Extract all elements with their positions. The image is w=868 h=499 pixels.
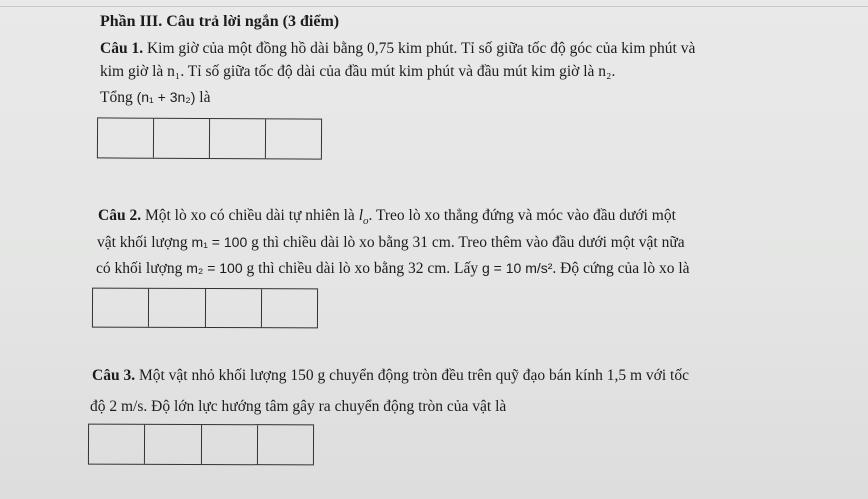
q2-answer-cell[interactable]	[262, 289, 317, 327]
q1-answer-cell[interactable]	[154, 119, 210, 158]
section-title: Phần III. Câu trả lời ngắn (3 điểm)	[100, 13, 340, 30]
q2-text-2b: g thì chiều dài lò xo bằng 31 cm. Treo thêm vào đầu dưới một vật nữa	[247, 234, 685, 251]
q2-line-2	[97, 232, 685, 253]
q1-text-1: Kim giờ của một đồng hồ dài bằng 0,75 kim phút. Tỉ số giữa tốc độ góc của kim phút và	[146, 40, 696, 57]
q1-text-3b: là	[195, 89, 211, 106]
q3-answer-cell[interactable]	[145, 425, 201, 464]
q2-text-3a: có khối lượng	[96, 260, 187, 277]
q3-text-1: Một vật nhỏ khối lượng 150 g chuyển động tròn đều trên quỹ đạo bán kính 1,5 m với tốc	[138, 367, 689, 384]
q2-line-3	[96, 258, 690, 279]
q2-line-1	[98, 206, 676, 231]
q2-text-3c: . Độ cứng của lò xo là	[552, 260, 690, 277]
q2-answer-cell[interactable]	[93, 289, 149, 327]
q3-answer-cell[interactable]	[258, 425, 313, 464]
q1-formula: (n₁ + 3n₂)	[136, 89, 196, 105]
top-border	[0, 0, 868, 7]
q3-label: Câu 3.	[92, 367, 136, 384]
q3-answer-box[interactable]	[88, 424, 314, 466]
q1-line-2: kim giờ là n₁. Tỉ số giữa tốc độ dài của đầu mút kim phút và đầu mút kim giờ là n₂.	[100, 63, 616, 80]
q3-line-2: độ 2 m/s. Độ lớn lực hướng tâm gây ra chuyển động tròn của vật là	[90, 398, 507, 415]
q2-symbol-l: l	[358, 207, 363, 224]
q2-gravity: g = 10 m/s²	[481, 260, 553, 276]
q2-answer-cell[interactable]	[149, 289, 205, 327]
q3-answer-cell[interactable]	[89, 425, 145, 464]
q2-symbol-sub: o	[363, 215, 369, 228]
q3-answer-cell[interactable]	[201, 425, 257, 464]
q2-text-3b: g thì chiều dài lò xo bằng 32 cm. Lấy	[242, 260, 482, 277]
q2-answer-box[interactable]	[92, 288, 318, 329]
q2-label: Câu 2.	[98, 207, 142, 224]
q2-mass-2: m₂ = 100	[186, 260, 243, 276]
q1-answer-box[interactable]	[97, 117, 322, 159]
q3-line-1	[92, 366, 689, 386]
q1-label: Câu 1.	[100, 40, 144, 57]
q2-text-1a: Một lò xo có chiều dài tự nhiên là	[144, 207, 359, 224]
q1-answer-cell[interactable]	[266, 119, 321, 158]
q1-answer-cell[interactable]	[98, 118, 154, 157]
q1-line-3	[100, 87, 210, 108]
q1-answer-cell[interactable]	[210, 119, 266, 158]
q2-answer-cell[interactable]	[205, 289, 261, 327]
q2-text-1b: . Treo lò xo thẳng đứng và móc vào đầu dưới một	[368, 207, 676, 224]
q1-line-1	[100, 39, 695, 59]
q2-text-2a: vật khối lượng	[97, 234, 192, 251]
q2-mass-1: m₁ = 100	[191, 234, 248, 250]
q1-text-3a: Tổng	[100, 89, 137, 106]
